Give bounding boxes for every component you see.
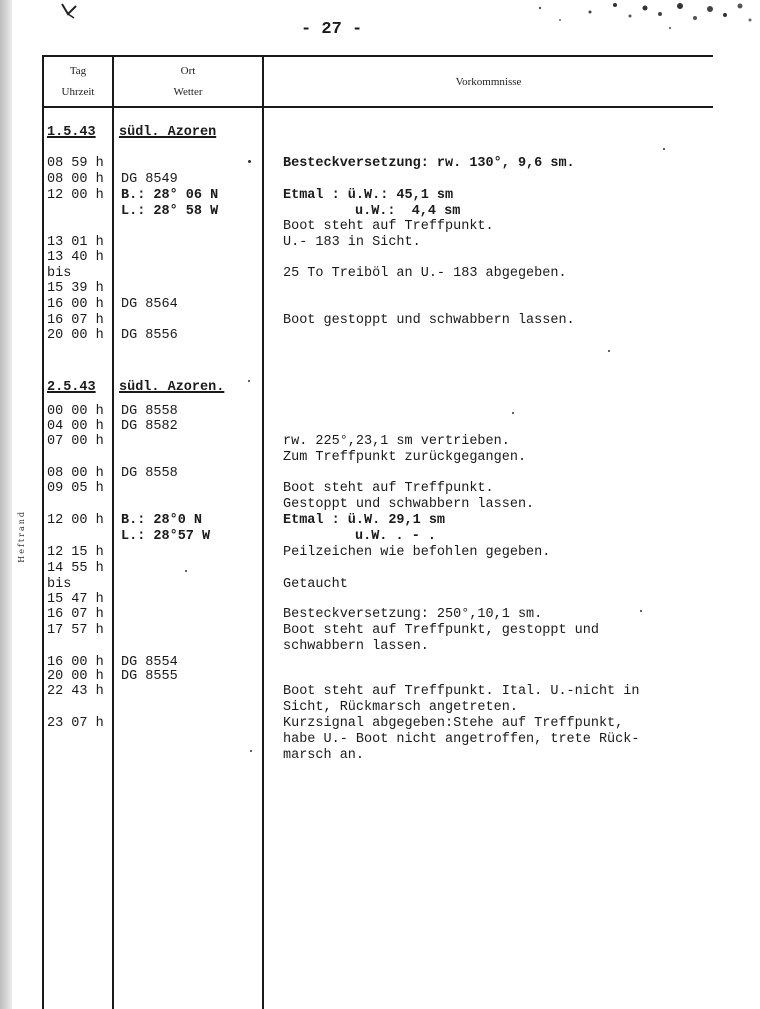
entry-text: Etmal : ü.W.: 45,1 sm bbox=[283, 188, 454, 203]
entry-time: 16 00 h bbox=[47, 655, 104, 670]
scan-speck bbox=[248, 380, 250, 382]
entry-date: 2.5.43 bbox=[47, 380, 96, 395]
entry-time: 08 00 h bbox=[47, 466, 104, 481]
scan-speck bbox=[512, 412, 514, 414]
entry-text: Boot steht auf Treffpunkt. bbox=[283, 481, 494, 496]
entry-text: Etmal : ü.W. 29,1 sm bbox=[283, 513, 446, 528]
scan-speckle-right bbox=[520, 0, 760, 38]
entry-location: DG 8564 bbox=[121, 297, 178, 312]
entry-location: südl. Azoren. bbox=[119, 380, 225, 395]
column-divider-tag-ort bbox=[112, 55, 114, 1009]
page-number: - 27 - bbox=[301, 20, 363, 39]
entry-text: Boot steht auf Treffpunkt. Ital. U.-nicht in bbox=[283, 684, 640, 699]
header-vorkommnisse bbox=[264, 72, 713, 93]
scan-speck bbox=[248, 160, 251, 163]
entry-location: DG 8582 bbox=[121, 419, 178, 434]
header-ort-label: Ort bbox=[180, 65, 196, 77]
entry-time: 17 57 h bbox=[47, 623, 104, 638]
entry-location: B.: 28°0 N bbox=[121, 513, 203, 528]
entry-text: Zum Treffpunkt zurückgegangen. bbox=[283, 450, 527, 465]
entry-text: Besteckversetzung: 250°,10,1 sm. bbox=[283, 607, 543, 622]
entry-time: 15 39 h bbox=[47, 281, 104, 296]
scan-speckle-left bbox=[58, 0, 118, 22]
entry-time: bis bbox=[47, 266, 72, 281]
entry-location: L.: 28°57 W bbox=[121, 529, 211, 544]
entry-text: u.W.: 4,4 sm bbox=[355, 204, 461, 219]
entry-location: südl. Azoren bbox=[119, 125, 217, 140]
entry-time: 07 00 h bbox=[47, 434, 104, 449]
entry-time: 08 00 h bbox=[47, 172, 104, 187]
column-divider-left bbox=[42, 55, 44, 1009]
entry-text: Besteckversetzung: rw. 130°, 9,6 sm. bbox=[283, 156, 575, 171]
entry-time: 23 07 h bbox=[47, 716, 104, 731]
entry-text: Kurzsignal abgegeben:Stehe auf Treffpunkt, bbox=[283, 716, 624, 731]
header-wetter-label: Wetter bbox=[173, 86, 203, 98]
scan-speck bbox=[663, 148, 665, 150]
entry-text: u.W. . - . bbox=[355, 529, 437, 544]
entry-text: schwabbern lassen. bbox=[283, 639, 429, 654]
page-binding-shadow bbox=[0, 0, 12, 1009]
entry-text: habe U.- Boot nicht angetroffen, trete Rück- bbox=[283, 732, 640, 747]
entry-time: 22 43 h bbox=[47, 684, 104, 699]
entry-location: DG 8554 bbox=[121, 655, 178, 670]
entry-time: 15 47 h bbox=[47, 592, 104, 607]
entry-time: 16 07 h bbox=[47, 313, 104, 328]
entry-time: 09 05 h bbox=[47, 481, 104, 496]
entry-time: 12 15 h bbox=[47, 545, 104, 560]
scan-speck bbox=[608, 350, 610, 352]
header-bottom-rule bbox=[43, 106, 713, 108]
header-uhrzeit-label: Uhrzeit bbox=[61, 86, 95, 98]
entry-location: DG 8556 bbox=[121, 328, 178, 343]
entry-text: marsch an. bbox=[283, 748, 365, 763]
entry-time: 04 00 h bbox=[47, 419, 104, 434]
entry-time: 12 00 h bbox=[47, 188, 104, 203]
entry-location: DG 8555 bbox=[121, 669, 178, 684]
entry-location: B.: 28° 06 N bbox=[121, 188, 219, 203]
entry-time: 16 07 h bbox=[47, 607, 104, 622]
header-tag-label: Tag bbox=[69, 65, 87, 77]
entry-time: 08 59 h bbox=[47, 156, 104, 171]
header-ort bbox=[114, 61, 262, 103]
entry-text: Peilzeichen wie befohlen gegeben. bbox=[283, 545, 551, 560]
entry-time: 20 00 h bbox=[47, 328, 104, 343]
entry-text: Boot gestoppt und schwabbern lassen. bbox=[283, 313, 575, 328]
entry-time: 14 55 h bbox=[47, 561, 104, 576]
entry-text: Sicht, Rückmarsch angetreten. bbox=[283, 700, 518, 715]
entry-location: DG 8558 bbox=[121, 404, 178, 419]
entry-time: 13 40 h bbox=[47, 250, 104, 265]
entry-text: Boot steht auf Treffpunkt. bbox=[283, 219, 494, 234]
entry-location: DG 8558 bbox=[121, 466, 178, 481]
entry-time: 20 00 h bbox=[47, 669, 104, 684]
scan-speck bbox=[185, 570, 187, 572]
binding-margin-label: Heftrand bbox=[17, 510, 26, 563]
entry-text: U.- 183 in Sicht. bbox=[283, 235, 421, 250]
entry-text: Getaucht bbox=[283, 577, 348, 592]
entry-date: 1.5.43 bbox=[47, 125, 96, 140]
scan-speck bbox=[640, 610, 642, 612]
entry-time: bis bbox=[47, 577, 72, 592]
entry-time: 13 01 h bbox=[47, 235, 104, 250]
entry-text: Boot steht auf Treffpunkt, gestoppt und bbox=[283, 623, 599, 638]
entry-time: 16 00 h bbox=[47, 297, 104, 312]
scan-speck bbox=[250, 750, 252, 752]
entry-time: 12 00 h bbox=[47, 513, 104, 528]
entry-location: DG 8549 bbox=[121, 172, 178, 187]
header-vorkommnisse-label: Vorkommnisse bbox=[455, 76, 522, 88]
entry-text: Gestoppt und schwabbern lassen. bbox=[283, 497, 535, 512]
entry-location: L.: 28° 58 W bbox=[121, 204, 219, 219]
header-tag bbox=[44, 61, 112, 103]
entry-text: rw. 225°,23,1 sm vertrieben. bbox=[283, 434, 510, 449]
column-divider-ort-vorkommnisse bbox=[262, 55, 264, 1009]
entry-text: 25 To Treiböl an U.- 183 abgegeben. bbox=[283, 266, 567, 281]
top-rule bbox=[43, 55, 713, 57]
entry-time: 00 00 h bbox=[47, 404, 104, 419]
